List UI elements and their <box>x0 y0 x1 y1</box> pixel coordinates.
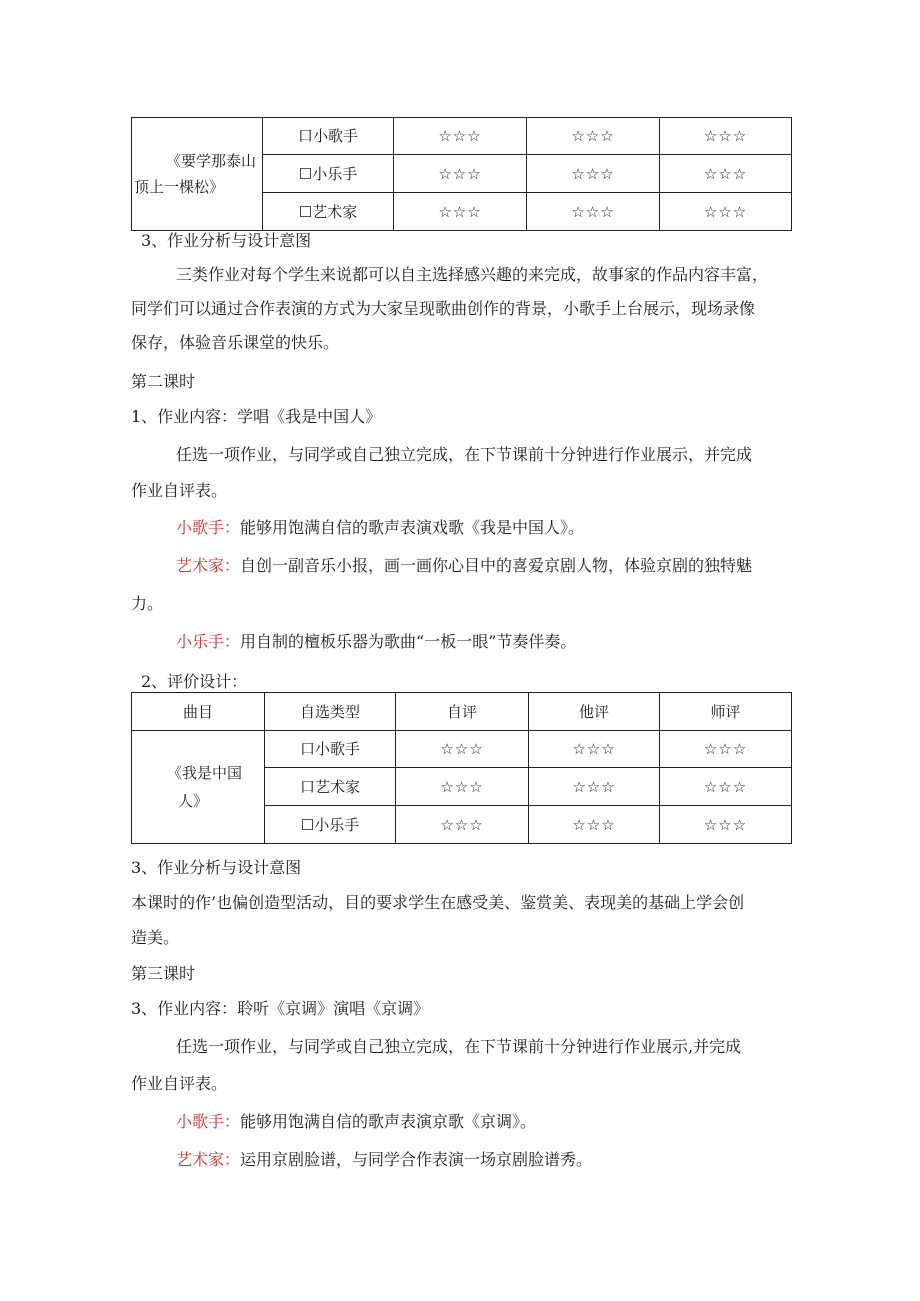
teacher-rating[interactable]: ☆☆☆ <box>660 731 792 768</box>
eval-heading: 2、评价设计： <box>141 672 248 691</box>
teacher-rating[interactable]: ☆☆☆ <box>660 193 792 231</box>
type-checkbox-musician[interactable]: ☐小乐手 <box>263 155 394 193</box>
peer-rating[interactable]: ☆☆☆ <box>529 731 660 768</box>
musician-label: 小乐手： <box>176 632 241 651</box>
teacher-rating[interactable]: ☆☆☆ <box>660 806 792 844</box>
artist-text: 运用京剧脸谱，与同学合作表演一场京剧脸谱秀。 <box>240 1150 593 1169</box>
song-cell <box>132 118 263 231</box>
singer-text: 能够用饱满自信的歌声表演戏歌《我是中国人》。 <box>240 518 585 537</box>
content-heading: 3、作业内容：聆听《京调》演唱《京调》 <box>131 999 430 1018</box>
peer-rating[interactable]: ☆☆☆ <box>529 806 660 844</box>
artist-label: 艺术家： <box>176 1150 241 1169</box>
type-checkbox-artist[interactable]: 口艺术家 <box>265 768 396 806</box>
singer-text: 能够用饱满自信的歌声表演京歌《京调》。 <box>240 1112 537 1131</box>
peer-rating[interactable]: ☆☆☆ <box>527 193 660 231</box>
singer-task <box>176 1112 536 1132</box>
content-heading: 1、作业内容：学唱《我是中国人》 <box>131 407 382 426</box>
section-heading: 3、作业分析与设计意图 <box>141 231 312 250</box>
musician-text: 用自制的檀板乐器为歌曲“一板一眼”节奏伴奏。 <box>240 632 577 651</box>
peer-rating[interactable]: ☆☆☆ <box>527 118 660 155</box>
type-checkbox-singer[interactable]: 口小歌手 <box>265 731 396 768</box>
song-title-line: 《我是中国 <box>166 764 242 782</box>
type-checkbox-artist[interactable]: ☐艺术家 <box>263 193 394 231</box>
peer-rating[interactable]: ☆☆☆ <box>529 768 660 806</box>
evaluation-table-2 <box>131 692 792 844</box>
evaluation-table-1 <box>131 117 792 231</box>
singer-task <box>176 518 584 538</box>
header-type: 自选类型 <box>265 693 396 731</box>
paragraph-line: 造美。 <box>131 928 180 947</box>
paragraph-line: 作业自评表。 <box>131 1074 228 1093</box>
type-checkbox-musician[interactable]: ☐小乐手 <box>265 806 396 844</box>
singer-label: 小歌手： <box>176 1112 241 1131</box>
peer-rating[interactable]: ☆☆☆ <box>527 155 660 193</box>
header-teacher: 师评 <box>660 693 792 731</box>
self-rating[interactable]: ☆☆☆ <box>394 193 527 231</box>
artist-task <box>176 556 752 576</box>
artist-text: 自创一副音乐小报，画一画你心目中的喜爱京剧人物，体验京剧的独特魅 <box>240 556 753 575</box>
lesson-title: 第三课时 <box>131 964 196 983</box>
song-title-line: 顶上一棵松》 <box>134 178 225 196</box>
paragraph-line: 任选一项作业，与同学或自己独立完成，在下节课前十分钟进行作业展示,并完成 <box>176 1037 742 1056</box>
paragraph-line: 三类作业对每个学生来说都可以自主选择感兴趣的来完成，故事家的作品内容丰富， <box>176 265 769 284</box>
teacher-rating[interactable]: ☆☆☆ <box>660 155 792 193</box>
lesson-title: 第二课时 <box>131 372 196 391</box>
self-rating[interactable]: ☆☆☆ <box>394 155 527 193</box>
paragraph-line: 任选一项作业，与同学或自己独立完成，在下节课前十分钟进行作业展示，并完成 <box>176 445 753 464</box>
self-rating[interactable]: ☆☆☆ <box>396 768 529 806</box>
paragraph-line: 保存，体验音乐课堂的快乐。 <box>131 333 340 352</box>
type-checkbox-singer[interactable]: 口小歌手 <box>263 118 394 155</box>
teacher-rating[interactable]: ☆☆☆ <box>660 118 792 155</box>
self-rating[interactable]: ☆☆☆ <box>394 118 527 155</box>
song-cell <box>132 731 265 844</box>
song-title-line: 《要学那泰山 <box>165 152 256 170</box>
self-rating[interactable]: ☆☆☆ <box>396 731 529 768</box>
musician-task <box>176 632 576 652</box>
artist-label: 艺术家： <box>176 556 241 575</box>
song-title-line: 人》 <box>178 792 209 810</box>
header-song: 曲目 <box>132 693 265 731</box>
header-peer: 他评 <box>529 693 660 731</box>
self-rating[interactable]: ☆☆☆ <box>396 806 529 844</box>
singer-label: 小歌手： <box>176 518 241 537</box>
paragraph-line: 作业自评表。 <box>131 481 228 500</box>
header-self: 自评 <box>396 693 529 731</box>
section-heading: 3、作业分析与设计意图 <box>131 858 302 877</box>
artist-text-cont: 力。 <box>131 594 164 613</box>
paragraph-line: 同学们可以通过合作表演的方式为大家呈现歌曲创作的背景，小歌手上台展示，现场录像 <box>131 299 756 318</box>
paragraph-line: 本课时的作’也偏创造型活动，目的要求学生在感受美、鉴赏美、表现美的基础上学会创 <box>131 893 745 912</box>
artist-task <box>176 1150 592 1170</box>
teacher-rating[interactable]: ☆☆☆ <box>660 768 792 806</box>
